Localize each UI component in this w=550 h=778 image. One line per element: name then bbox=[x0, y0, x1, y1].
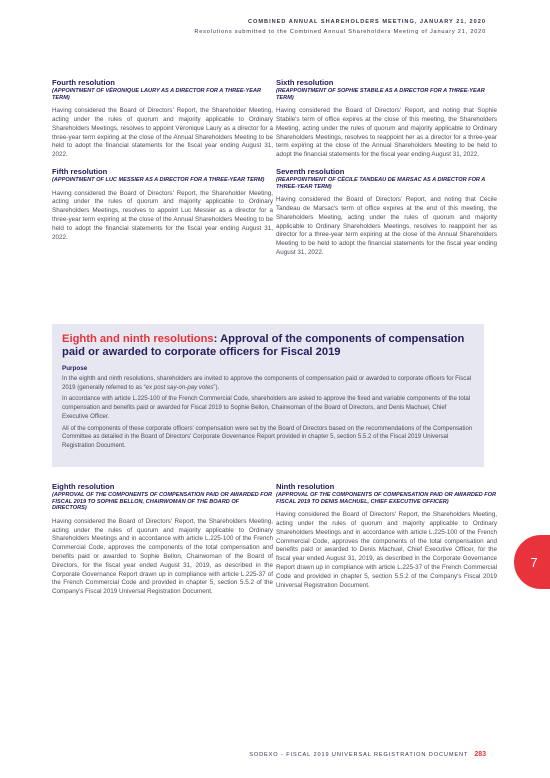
purpose-label: Purpose bbox=[62, 365, 88, 372]
top-left-column bbox=[52, 78, 273, 249]
resolution-title: Eighth resolution bbox=[52, 482, 115, 491]
purpose-panel bbox=[52, 324, 484, 467]
resolution-title: Seventh resolution bbox=[276, 166, 345, 176]
resolution-body: Having considered the Board of Directors' Report, and noting that Sophie Stabile's term of office expires at the close of this meeting, the Shareholders Meeting, acting under the rules of quorum and majority applicable to Ordinary Shareholders Meetings, resolves to reappoint her as a director for a three-year term expiring at the close of the Annual Shareholders Meeting to be held to adopt the financial statements for the fiscal year ending August 31, 2022. bbox=[276, 107, 497, 159]
resolution-body: Having considered the Board of Directors' Report, the Shareholders Meeting, acting under the rules of quorum and majority applicable to Ordinary Shareholders Meetings and in accordance with article L.225-100 of the French Commercial Code, approves the components of the total compensation and benefits paid or awarded to Denis Machuel, Chief Executive Officer, for the fiscal year ended August 31, 2019, as described in the Corporate Governance Report drawn up in compliance with article L.225-37 of the French Commercial Code and provided in chapter 5, section 5.5.2 of the Company's Fiscal 2019 Universal Registration Document. bbox=[276, 511, 497, 589]
p1-after: ”). bbox=[213, 383, 220, 391]
resolution-ninth bbox=[276, 482, 497, 590]
bottom-right-column bbox=[276, 482, 497, 597]
resolution-subtitle: (REAPPOINTMENT OF SOPHIE STABILE AS A DIRECTOR FOR A THREE-YEAR TERM) bbox=[276, 88, 485, 101]
footer-text: SODEXO - FISCAL 2019 UNIVERSAL REGISTRATION DOCUMENT bbox=[249, 752, 469, 758]
resolution-subtitle: (APPOINTMENT OF VÉRONIQUE LAURY AS A DIRECTOR FOR A THREE-YEAR TERM) bbox=[52, 88, 262, 101]
chapter-tab: 7 bbox=[514, 535, 550, 589]
top-right-column bbox=[276, 78, 497, 265]
purpose-paragraph-3: All of the components of these corporate officers' compensation were set by the Board of Directors based on the recommendations of the Compensation Committee as detailed in the Board of Directors' Corporate Governance Report provided in chapter 5, section 5.5.2 of the Fiscal 2019 Universal Registration Document. bbox=[62, 424, 473, 449]
resolution-title: Fifth resolution bbox=[52, 166, 108, 176]
resolution-eighth bbox=[52, 482, 273, 597]
resolution-body: Having considered the Board of Directors' Report, the Shareholders Meeting, acting under the rules of quorum and majority applicable to Ordinary Shareholders Meetings and in accordance with article L.225-100 of the French Commercial Code, approves the components of the total compensation and benefits paid or awarded to Sophie Bellon, Chairwoman of the Board of Directors, for the fiscal year ended August 31, 2019, as described in the Corporate Governance Report drawn up in compliance with article L.225-37 of the French Commercial Code and provided in chapter 5, section 5.5.2 of the Company's Fiscal 2019 Universal Registration Document. bbox=[52, 517, 273, 596]
resolution-subtitle: (APPROVAL OF THE COMPONENTS OF COMPENSATION PAID OR AWARDED FOR FISCAL 2019 TO DENIS MACHUEL, CHIEF EXECUTIVE OFFICER) bbox=[276, 492, 497, 505]
resolution-title: Sixth resolution bbox=[276, 78, 334, 87]
purpose-paragraph-1 bbox=[62, 375, 474, 392]
page-number: 283 bbox=[474, 751, 486, 758]
running-header-title: COMBINED ANNUAL SHAREHOLDERS MEETING, JANUARY 21, 2020 bbox=[247, 19, 486, 25]
running-header-subtitle: Resolutions submitted to the Combined Annual Shareholders Meeting of January 21, 2020 bbox=[194, 29, 486, 35]
resolution-subtitle: (REAPPOINTMENT OF CÉCILE TANDEAU DE MARSAC AS A DIRECTOR FOR A THREE-YEAR TERM) bbox=[276, 176, 486, 190]
panel-title-accent: Eighth and ninth resolutions bbox=[62, 333, 214, 345]
resolution-title: Fourth resolution bbox=[52, 78, 115, 87]
bottom-left-column bbox=[52, 482, 273, 604]
resolution-fifth bbox=[52, 167, 273, 242]
resolution-fourth bbox=[52, 78, 273, 160]
resolution-body: Having considered the Board of Directors' Report, the Shareholder Meeting, acting under the rules of quorum and majority applicable to Ordinary Shareholders Meetings, resolves to appoint Véronique Laury as a director for a three-year term expiring at the close of the Annual Shareholders Meeting to be held to adopt the financial statements for the fiscal year ending August 31, 2022. bbox=[52, 107, 273, 159]
resolution-subtitle: (APPROVAL OF THE COMPONENTS OF COMPENSATION PAID OR AWARDED FOR FISCAL 2019 TO SOPHIE BELLON, CHAIRWOMAN OF THE BOARD OF DIRECTORS) bbox=[52, 492, 273, 512]
p1-before: In the eighth and ninth resolutions, shareholders are invited to approve the components of compensation paid or awarded to corporate officers for Fiscal 2019 (generally referred to as “ bbox=[62, 375, 472, 391]
resolution-sixth bbox=[276, 78, 497, 160]
resolution-body: Having considered the Board of Directors' Report, the Shareholder Meeting, acting under the rules of quorum and majority applicable to Ordinary Shareholders Meetings, resolves to appoint Luc Messier as a director for a three-year term expiring at the close of the Annual Shareholders Meeting to be held to adopt the financial statements for the fiscal year ending August 31, 2022. bbox=[52, 189, 273, 241]
resolution-body: Having considered the Board of Directors' Report, and noting that Cécile Tandeau de Marsac's term of office expires at the end of this meeting, the Shareholders Meeting, acting under the rules of quorum and majority applicable to Ordinary Shareholders Meetings, resolves to reappoint her as director for a three-year term expiring at the close of the Annual Shareholders Meeting to be held to adopt the financial statements for the fiscal year ending August 31, 2022. bbox=[276, 196, 497, 256]
resolution-seventh bbox=[276, 167, 497, 258]
purpose-paragraph-2: In accordance with article L.225-100 of the French Commercial Code, shareholders are asked to approve the fixed and variable components of the total compensation and benefits paid or awarded for Fiscal 2019 to Sophie Bellon, Chairwoman of the Board of Directors, and Denis Machuel, Chief Executive Officer. bbox=[62, 395, 471, 420]
page-footer bbox=[249, 751, 486, 758]
p1-italic: ex post say-on-pay votes bbox=[145, 383, 214, 391]
resolution-subtitle: (APPOINTMENT OF LUC MESSIER AS A DIRECTOR FOR A THREE-YEAR TERM) bbox=[52, 176, 265, 183]
resolution-title: Ninth resolution bbox=[276, 482, 335, 491]
panel-title-rest: : Approval of the components of compensation paid or awarded to corporate officers for Fiscal 2019 bbox=[62, 333, 465, 358]
panel-title bbox=[62, 333, 474, 358]
